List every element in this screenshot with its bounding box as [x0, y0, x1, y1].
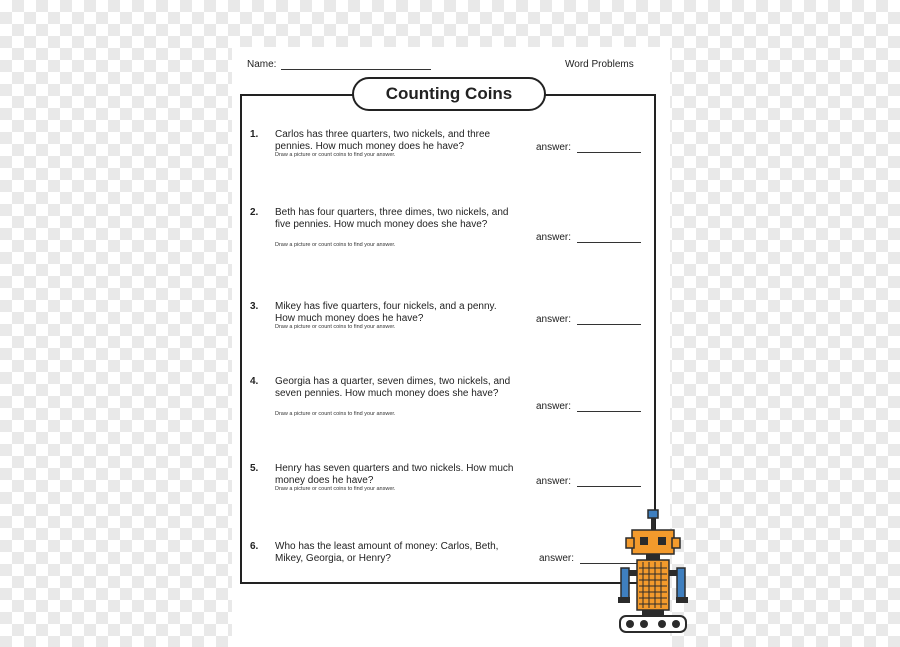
- question-number: 2.: [250, 207, 259, 218]
- robot-eye-left: [640, 537, 648, 545]
- robot-hand-right: [676, 597, 688, 603]
- robot-arm-left: [621, 568, 629, 598]
- name-label: Name:: [247, 59, 277, 70]
- question-hint: Draw a picture or count coins to find your answer.: [275, 324, 396, 330]
- robot-shoulder-left: [629, 570, 637, 576]
- answer-blank[interactable]: [577, 234, 641, 243]
- question-number: 5.: [250, 463, 259, 474]
- robot-eye-right: [658, 537, 666, 545]
- robot-wheel: [658, 620, 666, 628]
- answer-label: answer:: [536, 476, 572, 487]
- robot-antenna-tip: [648, 510, 658, 518]
- robot-arm-right: [677, 568, 685, 598]
- question-number: 1.: [250, 129, 259, 140]
- question-hint: Draw a picture or count coins to find your answer.: [275, 486, 396, 492]
- robot-wheel: [672, 620, 680, 628]
- question-text: Beth has four quarters, three dimes, two nickels, and five pennies. How much money does she have?: [275, 207, 509, 230]
- answer-blank[interactable]: [577, 144, 641, 153]
- page-title: Counting Coins: [352, 77, 546, 111]
- question-number: 6.: [250, 541, 259, 552]
- robot-ear-left: [626, 538, 634, 548]
- question-text: Georgia has a quarter, seven dimes, two nickels, and seven pennies. How much money does she have?: [275, 376, 511, 399]
- question-hint: Draw a picture or count coins to find your answer.: [275, 152, 396, 158]
- robot-wheel: [626, 620, 634, 628]
- question-text: Carlos has three quarters, two nickels, and three pennies. How much money does he have?: [275, 129, 491, 152]
- question-text: Who has the least amount of money: Carlos, Beth, Mikey, Georgia, or Henry?: [275, 541, 499, 564]
- robot-head: [632, 530, 674, 554]
- robot-wheel: [640, 620, 648, 628]
- answer-field[interactable]: [536, 401, 641, 412]
- answer-blank[interactable]: [577, 403, 641, 412]
- worksheet-frame: [240, 94, 656, 584]
- answer-label: answer:: [539, 553, 575, 564]
- answer-field[interactable]: [536, 314, 641, 325]
- answer-field[interactable]: [536, 476, 641, 487]
- answer-label: answer:: [536, 401, 572, 412]
- question-number: 3.: [250, 301, 259, 312]
- question-text: Mikey has five quarters, four nickels, and a penny. How much money does he have?: [275, 301, 497, 324]
- question-hint: Draw a picture or count coins to find your answer.: [275, 242, 396, 248]
- answer-label: answer:: [536, 232, 572, 243]
- robot-ear-right: [672, 538, 680, 548]
- category-label: Word Problems: [565, 59, 634, 70]
- question-text: Henry has seven quarters and two nickels. How much money does he have?: [275, 463, 514, 486]
- name-blank[interactable]: [281, 60, 431, 70]
- answer-field[interactable]: [536, 232, 641, 243]
- answer-blank[interactable]: [577, 316, 641, 325]
- answer-label: answer:: [536, 142, 572, 153]
- question-number: 4.: [250, 376, 259, 387]
- name-field-row: [247, 59, 431, 70]
- answer-label: answer:: [536, 314, 572, 325]
- question-hint: Draw a picture or count coins to find your answer.: [275, 411, 396, 417]
- answer-field[interactable]: [536, 142, 641, 153]
- robot-icon: [612, 500, 694, 640]
- robot-shoulder-right: [669, 570, 677, 576]
- robot-hand-left: [618, 597, 630, 603]
- robot-neck: [646, 554, 660, 560]
- answer-blank[interactable]: [577, 478, 641, 487]
